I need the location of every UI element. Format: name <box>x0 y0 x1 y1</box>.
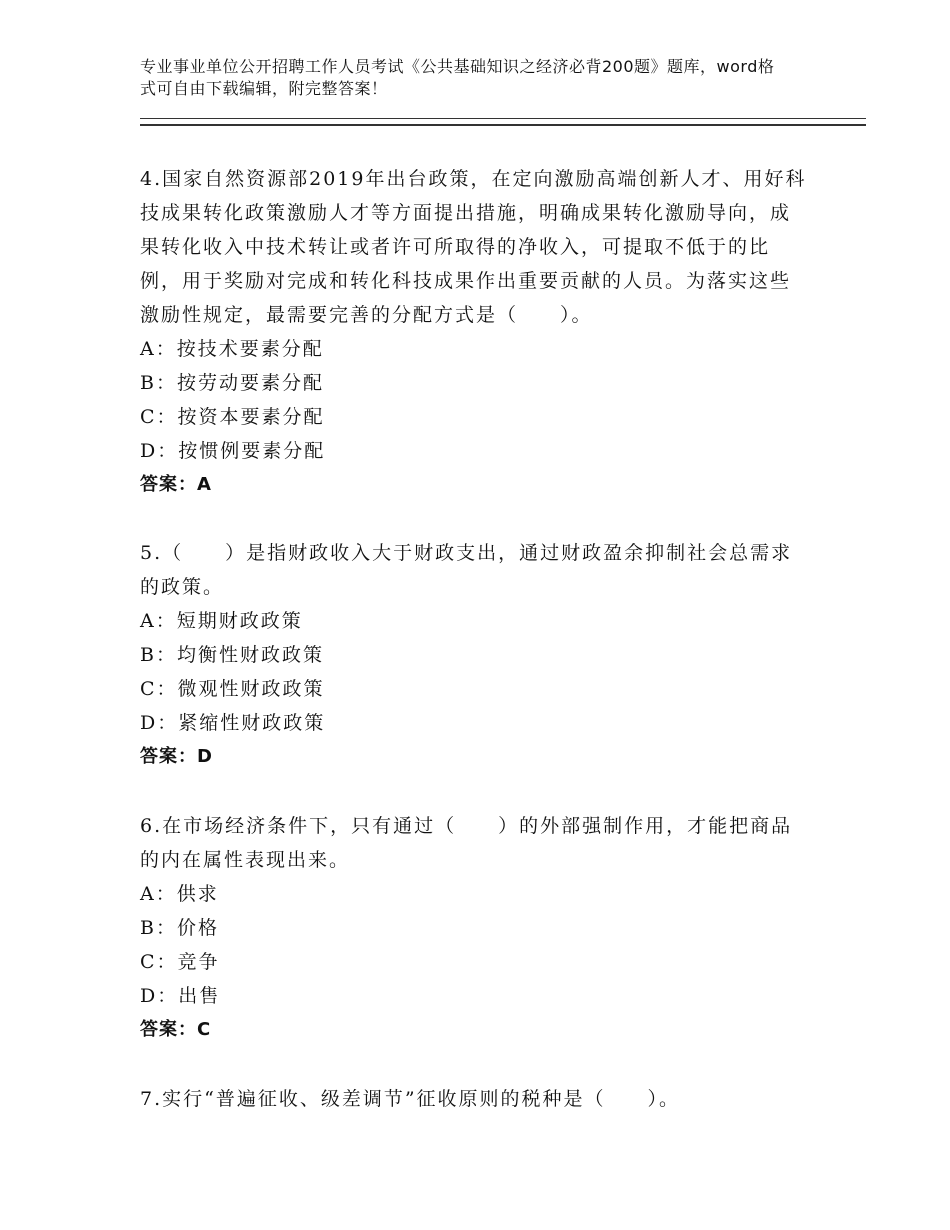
option-c: C：微观性财政政策 <box>140 678 325 700</box>
question-stem: 6.在市场经济条件下，只有通过（ ）的外部强制作用，才能把商品的内在属性表现出来。 <box>140 815 793 871</box>
question-6 <box>140 809 810 1047</box>
option-c: C：竞争 <box>140 951 220 973</box>
option-a: A：按技术要素分配 <box>140 338 324 360</box>
answer: 答案：A <box>140 474 212 495</box>
header-divider <box>140 118 866 126</box>
question-4 <box>140 162 810 502</box>
option-d: D：紧缩性财政政策 <box>140 712 326 734</box>
document-header: 专业事业单位公开招聘工作人员考试《公共基础知识之经济必背200题》题库，word格式可自由下载编辑，附完整答案！ <box>140 57 775 98</box>
option-b: B：均衡性财政政策 <box>140 644 324 666</box>
question-stem: 5.（ ）是指财政收入大于财政支出，通过财政盈余抑制社会总需求的政策。 <box>140 542 793 598</box>
question-7 <box>140 1082 810 1116</box>
answer: 答案：D <box>140 746 213 767</box>
option-d: D：出售 <box>140 985 221 1007</box>
option-a: A：短期财政政策 <box>140 610 303 632</box>
option-a: A：供求 <box>140 883 219 905</box>
answer: 答案：C <box>140 1019 212 1040</box>
question-stem: 4.国家自然资源部2019年出台政策，在定向激励高端创新人才、用好科技成果转化政策激励人才等方面提出措施，明确成果转化激励导向，成果转化收入中技术转让或者许可所取得的净收入，可提取不低于的比例，用于奖励对完成和转化科技成果作出重要贡献的人员。为落实这些激励性规定，最需要完善的分配方式是（ ）。 <box>140 168 807 326</box>
option-c: C：按资本要素分配 <box>140 406 325 428</box>
option-d: D：按惯例要素分配 <box>140 440 326 462</box>
question-stem: 7.实行“普遍征收、级差调节”征收原则的税种是（ ）。 <box>140 1088 681 1110</box>
question-5 <box>140 536 810 774</box>
option-b: B：价格 <box>140 917 219 939</box>
option-b: B：按劳动要素分配 <box>140 372 324 394</box>
